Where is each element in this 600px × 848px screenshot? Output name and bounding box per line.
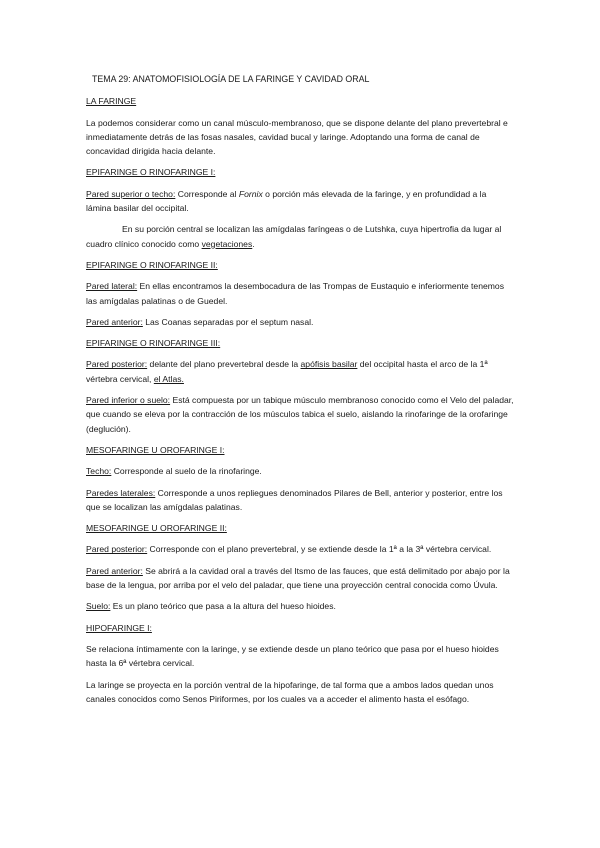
- paragraph-techo: [86, 464, 514, 478]
- paragraph-meso-pared-posterior: [86, 542, 514, 556]
- text-segment: delante del plano prevertebral desde la: [147, 359, 301, 370]
- text-segment: Corresponde al suelo de la rinofaringe.: [111, 466, 262, 477]
- paragraph-pared-lateral: [86, 279, 514, 308]
- text-segment: Corresponde con el plano prevertebral, y se extiende desde la 1ª a la 3ª vértebra cervical.: [147, 544, 492, 555]
- term-vegetaciones: vegetaciones: [201, 238, 253, 249]
- paragraph-pared-inferior: [86, 393, 514, 436]
- label-techo: Techo:: [86, 466, 112, 477]
- label-pared-inferior: Pared inferior o suelo:: [86, 395, 171, 406]
- term-fornix: Fornix: [238, 188, 263, 199]
- heading-hipofaringe-1: HIPOFARINGE I:: [86, 622, 152, 633]
- heading-la-faringe: LA FARINGE: [86, 96, 137, 107]
- heading-mesofaringe-2: MESOFARINGE U OROFARINGE II:: [86, 523, 227, 534]
- text-segment: o porción más elevada de la faringe, y en profundidad a la lámina basilar del occipital.: [86, 188, 487, 214]
- text-segment: Está compuesta por un tabique músculo membranoso conocido como el Velo del paladar, que cuando se eleva por la contracción de los músculos tabica el suelo, aislando la rinofaringe de la orofaringe (deglución).: [86, 395, 514, 434]
- text-segment: Se abrirá a la cavidad oral a través del Itsmo de las fauces, que está delimitado por abajo por la base de la lengua, por arriba por el velo del paladar, que tiene una proyección central conocida como Úvula.: [86, 565, 510, 591]
- heading-epifaringe-1: EPIFARINGE O RINOFARINGE I:: [86, 167, 216, 178]
- term-atlas: el Atlas.: [153, 373, 184, 384]
- text-segment: En su porción central se localizan las amígdalas faríngeas o de Lutshka, cuya hipertrofia da lugar al cuadro clínico conocido como: [86, 224, 502, 249]
- text-segment: En ellas encontramos la desembocadura de las Trompas de Eustaquio e inferiormente tenemos las amígdalas palatinas o de Guedel.: [86, 281, 504, 306]
- text-segment: .: [252, 238, 255, 249]
- label-pared-posterior: Pared posterior:: [86, 359, 148, 370]
- heading-mesofaringe-1: MESOFARINGE U OROFARINGE I:: [86, 444, 225, 455]
- paragraph-pared-superior: [86, 187, 514, 216]
- text-segment: Las Coanas separadas por el septum nasal.: [142, 316, 314, 327]
- paragraph-hipofaringe-b: La laringe se proyecta en la porción ventral de la hipofaringe, de tal forma que a ambos lados quedan unos canales conocidos como Senos Piriformes, por los cuales va a acceder el alimento hasta el esófago.: [86, 679, 494, 704]
- paragraph-pared-posterior: [86, 357, 514, 386]
- paragraph-meso-pared-anterior: [86, 564, 514, 593]
- label-meso-pared-posterior: Pared posterior:: [86, 544, 148, 555]
- text-segment: del occipital hasta el arco de la 1ª vértebra cervical,: [86, 359, 488, 384]
- label-suelo: Suelo:: [86, 601, 111, 612]
- paragraph-suelo: [86, 599, 514, 613]
- paragraph-amigdalas-faringeas: [86, 222, 514, 251]
- label-pared-lateral: Pared lateral:: [86, 281, 138, 292]
- document-title: TEMA 29: ANATOMOFISIOLOGÍA DE LA FARINGE Y CAVIDAD ORAL: [92, 74, 370, 84]
- document-body: [86, 72, 514, 713]
- term-apofisis-basilar: apófisis basilar: [300, 359, 358, 370]
- text-segment: Corresponde a unos repliegues denominados Pilares de Bell, anterior y posterior, entre los que se localizan las amígdalas palatinas.: [86, 487, 503, 512]
- label-meso-pared-anterior: Pared anterior:: [86, 565, 143, 576]
- label-pared-anterior: Pared anterior:: [86, 316, 143, 327]
- paragraph-pared-anterior: [86, 315, 514, 329]
- paragraph-paredes-laterales: [86, 486, 514, 515]
- text-segment: Es un plano teórico que pasa a la altura del hueso hioides.: [110, 601, 336, 612]
- heading-epifaringe-2: EPIFARINGE O RINOFARINGE II:: [86, 259, 218, 270]
- label-pared-superior: Pared superior o techo:: [86, 188, 176, 199]
- paragraph-hipofaringe-a: Se relaciona íntimamente con la laringe, y se extiende desde un plano teórico que pasa por el hueso hioides hasta la 6ª vértebra cervical.: [86, 643, 499, 669]
- paragraph-faringe: La podemos considerar como un canal músculo-membranoso, que se dispone delante del plano prevertebral e inmediatamente detrás de las fosas nasales, cavidad bucal y laringe. Adoptando una forma de canal de concavidad dirigida hacia delante.: [86, 117, 508, 157]
- label-paredes-laterales: Paredes laterales:: [86, 487, 156, 498]
- heading-epifaringe-3: EPIFARINGE O RINOFARINGE III:: [86, 338, 221, 349]
- text-segment: Corresponde al: [175, 188, 239, 199]
